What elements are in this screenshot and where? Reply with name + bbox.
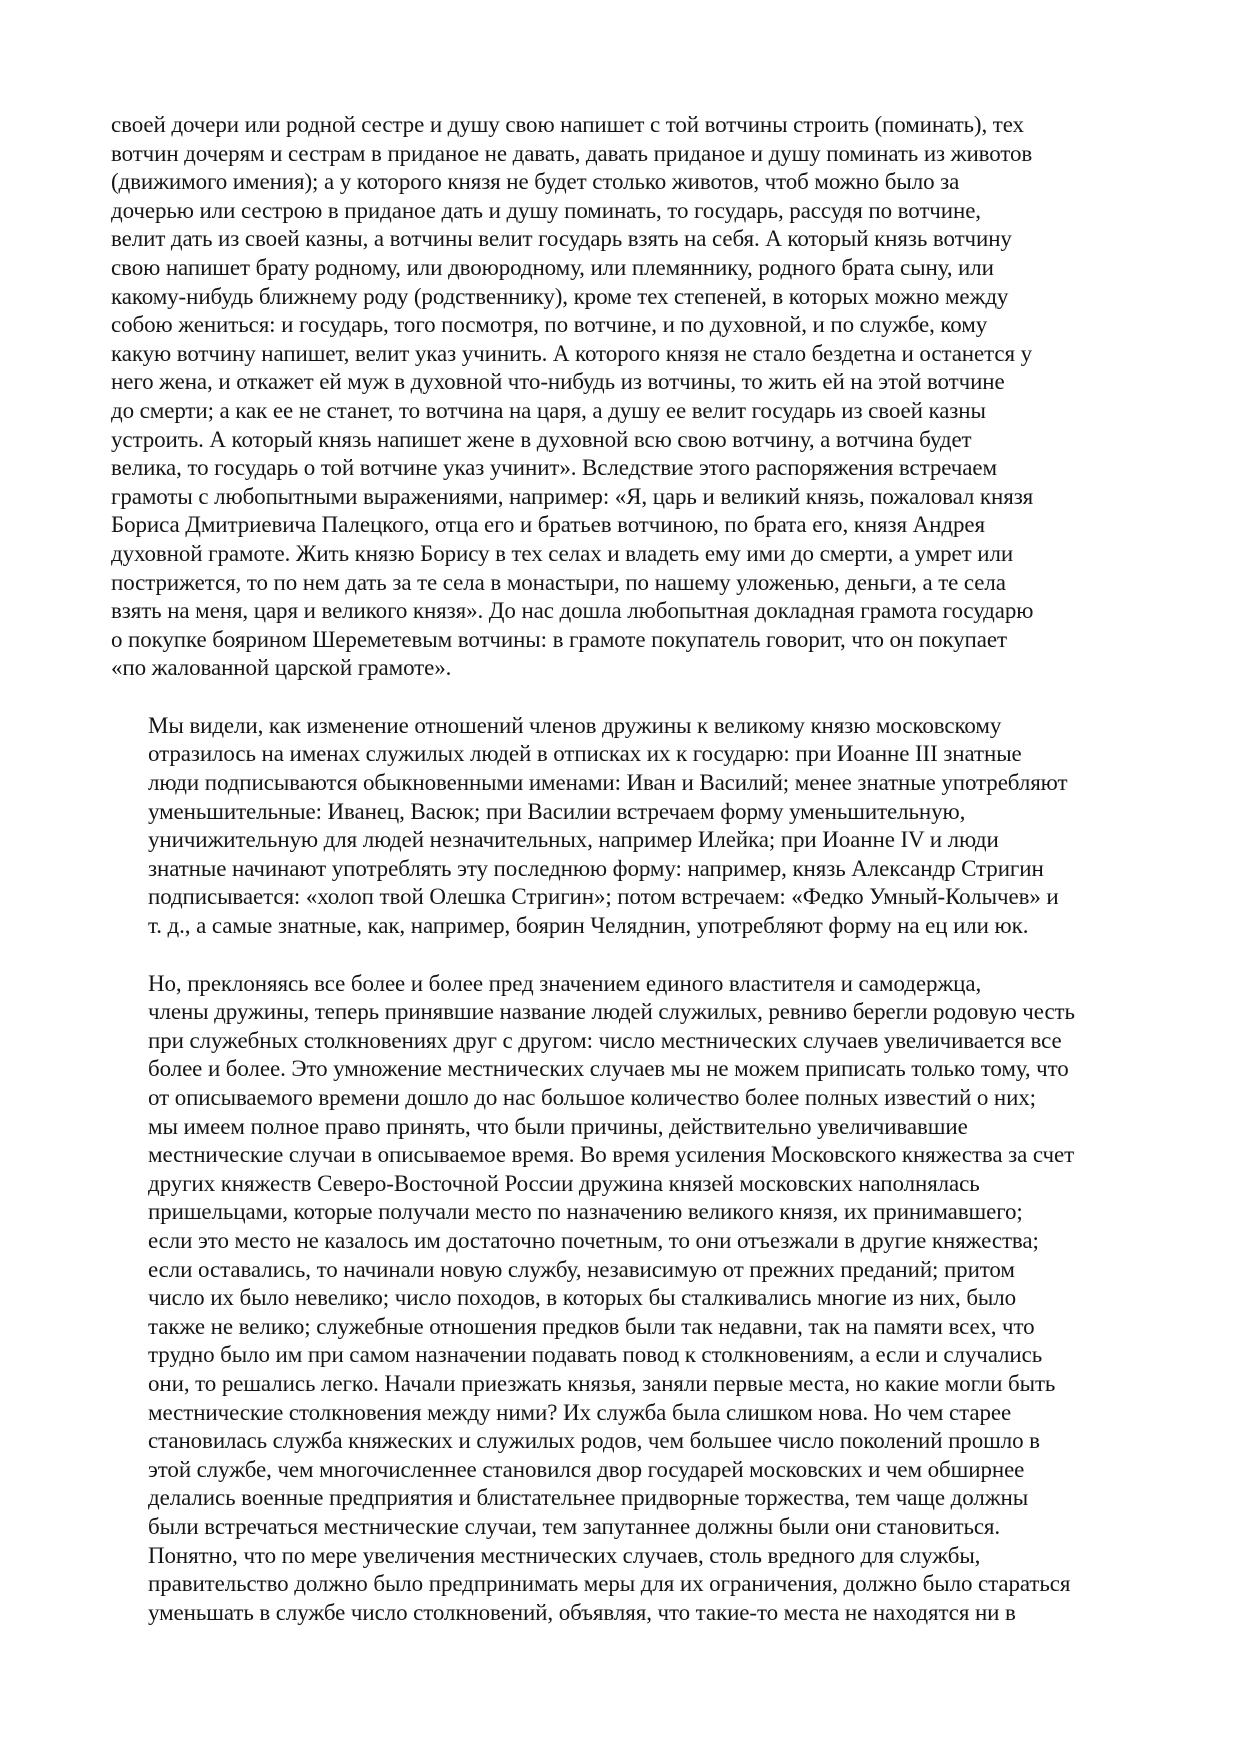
text-line: трудно было им при самом назначении подавать повод к столкновениям, а если и случались [148, 1342, 1043, 1368]
text-line: о покупке боярином Шереметевым вотчины: в грамоте покупатель говорит, что он покупает [111, 626, 1007, 652]
paragraph-1 [111, 111, 1136, 683]
text-line: уменьшать в службе число столкновений, объявляя, что такие-то места не находятся ни в [148, 1599, 1016, 1625]
text-line: взять на меня, царя и великого князя». До нас дошла любопытная докладная грамота государю [111, 598, 1034, 624]
text-line: местнические случаи в описываемое время. Во время усиления Московского княжества за счет [148, 1142, 1075, 1168]
text-line: т. д., а самые знатные, как, например, боярин Челяднин, употребляют форму на ец или юк. [148, 913, 1029, 939]
text-line: также не велико; служебные отношения предков были так недавни, так на памяти всех, что [148, 1313, 1035, 1339]
text-line: дочерью или сестрою в приданое дать и душу поминать, то государь, рассудя по вотчине, [111, 197, 981, 223]
text-line: грамоты с любопытными выражениями, например: «Я, царь и великий князь, пожаловал князя [111, 483, 1034, 509]
text-line: мы имеем полное право принять, что были причины, действительно увеличивавшие [148, 1113, 968, 1139]
text-line: велит дать из своей казны, а вотчины велит государь взять на себя. А который князь вотчину [111, 226, 1012, 252]
text-line: Мы видели, как изменение отношений членов дружины к великому князю московскому [148, 712, 1002, 738]
text-line: были встречаться местнические случаи, тем запутаннее должны были они становиться. [148, 1513, 1001, 1539]
paragraph-3 [111, 970, 1136, 1628]
text-line: Бориса Дмитриевича Палецкого, отца его и братьев вотчиною, по брата его, князя Андрея [111, 512, 985, 538]
text-line: они, то решались легко. Начали приезжать князья, заняли первые места, но какие могли быть [148, 1370, 1056, 1396]
text-line: собою жениться: и государь, того посмотря, по вотчине, и по духовной, и по службе, кому [111, 312, 988, 338]
text-line: (движимого имения); а у которого князя не будет столько животов, чтоб можно было за [111, 169, 960, 195]
text-line: свою напишет брату родному, или двоюродному, или племяннику, родного брата сыну, или [111, 254, 994, 280]
text-line: члены дружины, теперь принявшие название людей служилых, ревниво берегли родовую честь [148, 999, 1075, 1025]
text-line: уменьшительные: Иванец, Васюк; при Василии встречаем форму уменьшительную, [148, 798, 966, 824]
text-line: люди подписываются обыкновенными именами: Иван и Василий; менее знатные употребляют [148, 770, 1068, 796]
text-line: более и более. Это умножение местнических случаев мы не можем приписать только тому, что [148, 1056, 1069, 1082]
text-line: правительство должно было предпринимать меры для их ограничения, должно было стараться [148, 1571, 1071, 1597]
document-page [111, 111, 1136, 1656]
text-line: какому-нибудь ближнему роду (родственнику), кроме тех степеней, в которых можно между [111, 283, 1009, 309]
text-line: если оставались, то начинали новую службу, независимую от прежних преданий; притом [148, 1256, 1015, 1282]
text-line: уничижительную для людей незначительных, например Илейка; при Иоанне IV и люди [148, 827, 999, 853]
text-line: «по жалованной царской грамоте». [111, 655, 452, 681]
text-line: Но, преклоняясь все более и более пред значением единого властителя и самодержца, [148, 970, 982, 996]
text-line: какую вотчину напишет, велит указ учинить. А которого князя не стало бездетна и останется у [111, 340, 1032, 366]
text-line: вотчин дочерям и сестрам в приданое не давать, давать приданое и душу поминать из животов [111, 140, 1033, 166]
text-line: местнические столкновения между ними? Их служба была слишком нова. Но чем старее [148, 1399, 1012, 1425]
text-line: пришельцами, которые получали место по назначению великого князя, их принимавшего; [148, 1199, 1023, 1225]
text-line: пострижется, то по нем дать за те села в монастыри, по нашему уложенью, деньги, а те села [111, 569, 1006, 595]
text-line: если это место не казалось им достаточно почетным, то они отъезжали в другие княжества; [148, 1227, 1039, 1253]
text-line: духовной грамоте. Жить князю Борису в тех селах и владеть ему ими до смерти, а умрет или [111, 540, 1014, 566]
text-line: устроить. А который князь напишет жене в духовной всю свою вотчину, а вотчина будет [111, 426, 972, 452]
text-line: него жена, и откажет ей муж в духовной что-нибудь из вотчины, то жить ей на этой вотчине [111, 369, 1005, 395]
text-line: Понятно, что по мере увеличения местнических случаев, столь вредного для службы, [148, 1542, 981, 1568]
text-line: подписывается: «холоп твой Олешка Стригин»; потом встречаем: «Федко Умный-Колычев» и [148, 884, 1059, 910]
text-line: знатные начинают употреблять эту последнюю форму: например, князь Александр Стригин [148, 855, 1044, 881]
text-line: делались военные предприятия и блистательнее придворные торжества, тем чаще должны [148, 1485, 1029, 1511]
text-line: число их было невелико; число походов, в которых бы сталкивались многие из них, было [148, 1285, 1017, 1311]
text-line: становилась служба княжеских и служилых родов, чем большее число поколений прошло в [148, 1428, 1040, 1454]
text-line: велика, то государь о той вотчине указ учинит». Вследствие этого распоряжения встречаем [111, 455, 997, 481]
text-line: до смерти; а как ее не станет, то вотчина на царя, а душу ее велит государь из своей казны [111, 397, 986, 423]
text-line: своей дочери или родной сестре и душу свою напишет с той вотчины строить (поминать), тех [111, 112, 1024, 137]
text-line: этой службе, чем многочисленнее становился двор государей московских и чем обширнее [148, 1456, 1025, 1482]
text-line: отразилось на именах служилых людей в отписках их к государю: при Иоанне III знатные [148, 741, 1022, 767]
text-line: при служебных столкновениях друг с другом: число местнических случаев увеличивается все [148, 1027, 1062, 1053]
text-line: от описываемого времени дошло до нас большое количество более полных известий о них; [148, 1085, 1036, 1110]
text-line: других княжеств Северо-Восточной России дружина князей московских наполнялась [148, 1170, 980, 1196]
paragraph-2 [111, 712, 1136, 941]
